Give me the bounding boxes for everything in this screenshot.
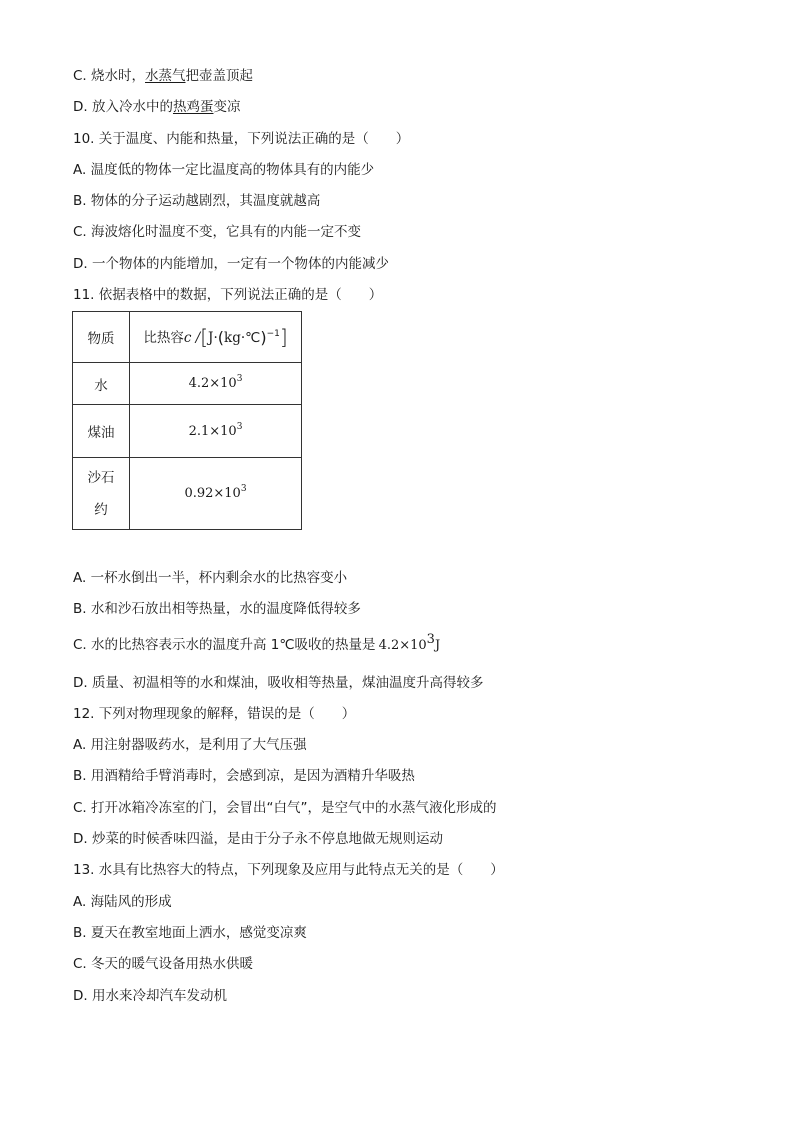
value-exponent: 3 (240, 484, 247, 494)
table-header-row (73, 312, 302, 363)
q13-option-d: D. 用水来冷却汽车发动机 (73, 988, 227, 1004)
q12-option-b: B. 用酒精给手臂消毒时，会感到凉，是因为酒精升华吸热 (73, 768, 415, 784)
q13-stem: 13. 水具有比热容大的特点，下列现象及应用与此特点无关的是（ ） (73, 862, 504, 878)
row-value-water (130, 363, 302, 405)
header-unit-j: J (208, 330, 214, 346)
value-exponent: 3 (236, 374, 243, 384)
row-value-kerosene (130, 405, 302, 458)
q11-option-c-value: 4.2×10 (378, 638, 427, 653)
q11-option-c-exponent: 3 (426, 632, 435, 647)
value-mantissa: 4.2×10 (188, 376, 237, 391)
q10-option-a: A. 温度低的物体一定比温度高的物体具有的内能少 (73, 162, 375, 178)
q11-option-c-text: C. 水的比热容表示水的温度升高 1℃吸收的热量是 (73, 637, 376, 653)
specific-heat-table (72, 311, 302, 530)
header-exponent: −1 (266, 329, 280, 339)
header-label: 比热容 (143, 330, 184, 346)
q11-stem: 11. 依据表格中的数据，下列说法正确的是（ ） (73, 287, 383, 303)
q11-option-b: B. 水和沙石放出相等热量，水的温度降低得较多 (73, 601, 361, 617)
value-mantissa: 0.92×10 (184, 486, 241, 501)
header-symbol: c / (183, 330, 201, 346)
substance-line-2: 约 (94, 501, 108, 518)
row-substance-water: 水 (73, 363, 130, 405)
q13-option-a: A. 海陆风的形成 (73, 894, 172, 910)
q9-option-c-prefix: C. 烧水时， (73, 68, 146, 84)
table-row (73, 458, 302, 530)
q9-option-d-underlined: 热鸡蛋 (172, 99, 214, 115)
q9-option-d-prefix: D. 放入冷水中的 (73, 99, 173, 115)
q11-option-a: A. 一杯水倒出一半，杯内剩余水的比热容变小 (73, 570, 348, 586)
header-unit-celsius: ℃ (245, 330, 261, 346)
value-exponent: 3 (236, 421, 243, 432)
q9-option-c-suffix: 把壶盖顶起 (185, 68, 254, 84)
q13-option-b: B. 夏天在教室地面上洒水，感觉变凉爽 (73, 925, 307, 941)
header-unit-kg: kg (224, 330, 241, 346)
q9-option-c-underlined: 水蒸气 (145, 68, 186, 84)
q13-option-c: C. 冬天的暖气设备用热水供暖 (73, 956, 254, 972)
table-header-specific-heat: 比热容c /[J·(kg·℃)$^{-1}$] (130, 312, 302, 363)
q12-option-c: C. 打开冰箱冷冻室的门，会冒出“白气”，是空气中的水蒸气液化形成的 (73, 800, 497, 816)
q10-option-b: B. 物体的分子运动越剧烈，其温度就越高 (73, 193, 321, 209)
q9-option-d (73, 98, 240, 116)
q11-option-c (73, 632, 441, 655)
q9-option-c (73, 67, 253, 85)
q12-option-d: D. 炒菜的时候香味四溢，是由于分子永不停息地做无规则运动 (73, 831, 443, 847)
q12-stem: 12. 下列对物理现象的解释，错误的是（ ） (73, 706, 356, 722)
row-substance-sand (73, 458, 130, 530)
value-mantissa: 2.1×10 (188, 423, 237, 439)
q9-option-d-suffix: 变凉 (213, 99, 241, 115)
q12-option-a: A. 用注射器吸药水，是利用了大气压强 (73, 737, 307, 753)
table-header-substance: 物质 (73, 312, 130, 363)
q10-option-c: C. 海波熔化时温度不变，它具有的内能一定不变 (73, 224, 362, 240)
substance-line-1: 沙石 (87, 469, 115, 486)
q11-option-d: D. 质量、初温相等的水和煤油，吸收相等热量，煤油温度升高得较多 (73, 675, 484, 691)
table-row (73, 363, 302, 405)
q10-option-d: D. 一个物体的内能增加，一定有一个物体的内能减少 (73, 256, 389, 272)
q10-stem: 10. 关于温度、内能和热量，下列说法正确的是（ ） (73, 131, 410, 147)
row-value-sand (130, 458, 302, 530)
table-row (73, 405, 302, 458)
q11-option-c-unit: J (434, 638, 441, 653)
row-substance-kerosene: 煤油 (73, 405, 130, 458)
